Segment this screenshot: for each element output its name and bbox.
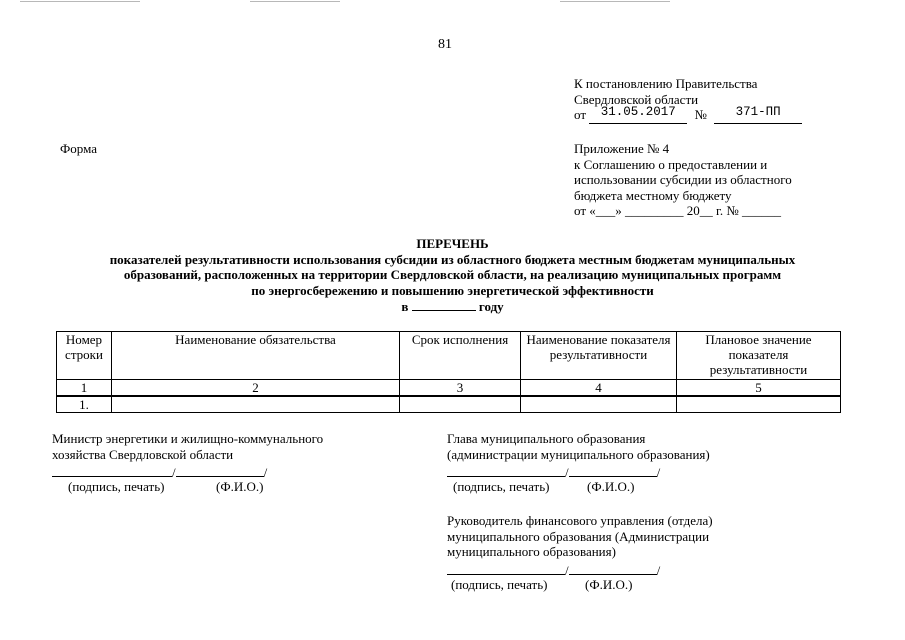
appendix-line-2: к Соглашению о предоставлении и: [574, 156, 768, 172]
document-title: [40, 236, 865, 315]
table-header-cell: Наименование обязательства: [112, 332, 400, 380]
table-header-cell: Плановое значение показателя результативности: [677, 332, 841, 380]
signature-lines: [52, 463, 382, 478]
name-line: [569, 463, 657, 477]
signature-captions: [52, 478, 382, 494]
page-number: 81: [438, 37, 452, 52]
caption-signature: (подпись, печать): [68, 479, 165, 494]
table-column-numbers-row: [57, 380, 841, 397]
table-cell: [400, 396, 521, 413]
signature-captions: [447, 478, 767, 494]
signature-title-line-1: Руководитель финансового управления (отдела): [447, 513, 713, 528]
signature-title-line-1: Министр энергетики и жилищно-коммунального: [52, 431, 324, 446]
approval-number-value: 371-ПП: [735, 105, 781, 119]
signature-lines: [447, 561, 767, 576]
scan-artifact-line: [20, 1, 140, 2]
signature-title-line-2: муниципального образования (Администрации: [447, 528, 710, 544]
signature-title-line-3: муниципального образования): [447, 544, 616, 559]
approval-line-2: Свердловской области: [574, 91, 699, 107]
table-column-number: 1: [57, 380, 112, 397]
appendix-line-4: бюджета местному бюджету: [574, 187, 732, 203]
signature-title-line-1: Глава муниципального образования: [447, 431, 646, 446]
title-year-prefix: в: [401, 299, 409, 314]
title-line-2: образований, расположенных на территории Свердловской области, на реализацию муниципальных программ: [123, 267, 782, 282]
signature-line: [52, 463, 172, 477]
form-label: Форма: [60, 141, 97, 156]
table-cell: [521, 396, 677, 413]
table-column-number: 2: [112, 380, 400, 397]
table-cell: [112, 396, 400, 413]
title-line-1: показателей результативности использования субсидии из областного бюджета местным бюджетам муниципальных: [109, 251, 796, 267]
signature-slash: /: [656, 465, 661, 480]
name-line: [176, 463, 264, 477]
appendix-date-line: от «___» _________ 20__ г. № ______: [574, 203, 782, 218]
table-header-cell: Срок исполнения: [400, 332, 521, 380]
signature-slash: /: [565, 562, 569, 578]
appendix-line-1: Приложение № 4: [574, 141, 670, 156]
signature-slash: /: [172, 465, 176, 480]
table-cell: [677, 396, 841, 413]
indicators-table: [56, 331, 841, 413]
signature-slash: /: [565, 465, 569, 480]
caption-signature: (подпись, печать): [453, 479, 550, 494]
table-column-number: 4: [521, 380, 677, 397]
signature-block-finance-head: [447, 513, 767, 592]
signature-slash: /: [263, 465, 268, 480]
approval-number-prefix: №: [694, 107, 707, 122]
table-cell: 1.: [57, 396, 112, 413]
signature-slash: /: [656, 562, 661, 578]
signature-block-minister: [52, 431, 382, 494]
title-year-line: [40, 298, 865, 315]
scan-artifact-line: [560, 1, 670, 2]
table-column-number: 5: [677, 380, 841, 397]
table-row: [57, 396, 841, 413]
title-heading: ПЕРЕЧЕНЬ: [416, 236, 489, 251]
signature-line: [447, 463, 565, 477]
table-header-cell: Номер строки: [57, 332, 112, 380]
signature-title-line-2: (администрации муниципального образования): [447, 446, 710, 462]
caption-name: (Ф.И.О.): [216, 479, 264, 494]
approval-date-value: 31.05.2017: [600, 105, 676, 119]
approval-date-line: [574, 107, 884, 124]
approval-number-field: [714, 105, 802, 124]
title-year-suffix: году: [478, 299, 504, 314]
approval-date-field: [589, 105, 687, 124]
table-column-number: 3: [400, 380, 521, 397]
appendix-line-3: использовании субсидии из областного: [574, 172, 792, 187]
signature-block-municipal-head: [447, 431, 767, 494]
signature-captions: [447, 576, 767, 592]
signature-line: [447, 561, 565, 575]
signature-title-line-2: хозяйства Свердловской области: [52, 446, 234, 462]
approval-date-prefix: от: [574, 107, 587, 122]
approval-line-1: К постановлению Правительства: [574, 76, 758, 91]
signature-lines: [447, 463, 767, 478]
caption-signature: (подпись, печать): [451, 576, 548, 592]
appendix-block: [574, 141, 884, 219]
table-header-row: [57, 332, 841, 380]
name-line: [569, 561, 657, 575]
scan-artifact-line: [250, 1, 340, 2]
title-year-blank: [412, 298, 476, 311]
caption-name: (Ф.И.О.): [585, 576, 633, 592]
table-header-cell: Наименование показателя результативности: [521, 332, 677, 380]
title-line-3: по энергосбережению и повышению энергетической эффективности: [251, 282, 654, 298]
caption-name: (Ф.И.О.): [587, 479, 635, 494]
approval-block: [574, 76, 884, 124]
